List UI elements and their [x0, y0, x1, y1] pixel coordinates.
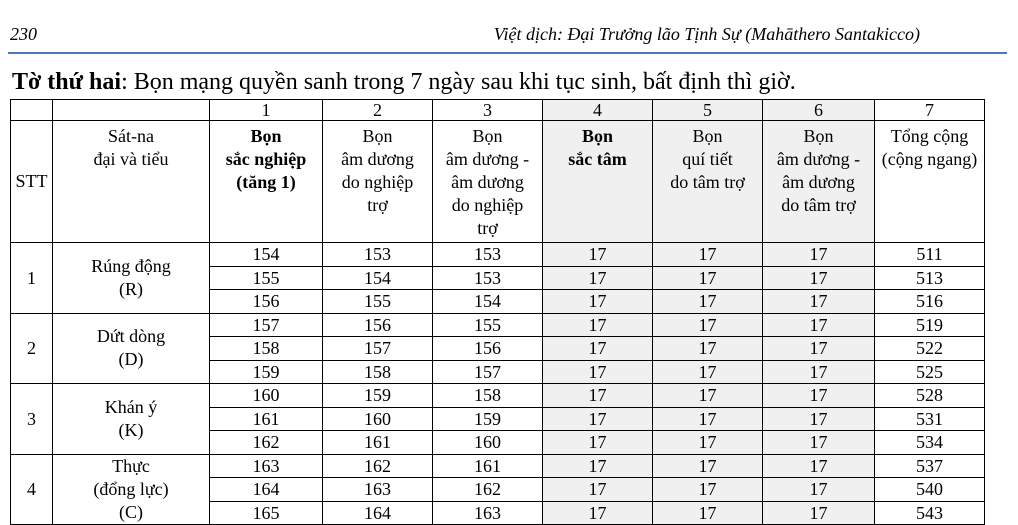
value-cell: 519 — [875, 313, 985, 337]
header-c3 — [433, 121, 543, 243]
value-cell: 17 — [763, 454, 875, 478]
header-line: Bọn — [362, 126, 393, 146]
value-cell: 162 — [323, 454, 433, 478]
value-cell: 17 — [653, 243, 763, 267]
value-cell: 163 — [323, 478, 433, 502]
page-header — [0, 0, 1018, 54]
group-name: Rúng động — [91, 255, 171, 276]
value-cell: 522 — [875, 337, 985, 361]
header-rule — [8, 52, 1007, 54]
table-row — [11, 313, 985, 337]
value-cell: 155 — [210, 266, 323, 290]
stt-cell: 2 — [11, 313, 53, 384]
value-cell: 159 — [433, 407, 543, 431]
value-cell: 156 — [433, 337, 543, 361]
value-cell: 525 — [875, 360, 985, 384]
value-cell: 157 — [433, 360, 543, 384]
value-cell: 17 — [653, 360, 763, 384]
header-c2 — [323, 121, 433, 243]
header-line: âm dương — [451, 172, 524, 192]
caption-text: : Bọn mạng quyền sanh trong 7 ngày sau khi tục sinh, bất định thì giờ. — [121, 69, 796, 95]
value-cell: 155 — [323, 290, 433, 314]
header-line: âm dương — [341, 149, 414, 169]
value-cell: 17 — [763, 243, 875, 267]
value-cell: 17 — [763, 290, 875, 314]
group-name-cell — [53, 454, 210, 525]
value-cell: 158 — [433, 384, 543, 408]
header-line: (cộng ngang) — [881, 149, 978, 169]
value-cell: 156 — [323, 313, 433, 337]
value-cell: 154 — [433, 290, 543, 314]
value-cell: 17 — [543, 431, 653, 455]
header-c6 — [763, 121, 875, 243]
header-line: do tâm trợ — [781, 195, 856, 215]
value-cell: 164 — [210, 478, 323, 502]
value-cell: 153 — [433, 243, 543, 267]
value-cell: 17 — [653, 454, 763, 478]
value-cell: 17 — [543, 501, 653, 525]
header-line: quí tiết — [682, 149, 733, 169]
table-row — [11, 243, 985, 267]
header-line: Bọn — [581, 126, 614, 146]
value-cell: 157 — [323, 337, 433, 361]
value-cell: 17 — [543, 454, 653, 478]
value-cell: 163 — [210, 454, 323, 478]
group-abbr: (R) — [119, 278, 143, 299]
value-cell: 162 — [210, 431, 323, 455]
col-number: 5 — [653, 100, 763, 121]
header-line: do nghiệp — [451, 195, 524, 215]
header-line: âm dương - — [776, 149, 861, 169]
table-row — [11, 384, 985, 408]
header-line: trợ — [367, 195, 388, 215]
col-number: 1 — [210, 100, 323, 121]
header-line: (tăng 1) — [236, 172, 296, 192]
value-cell: 160 — [323, 407, 433, 431]
value-cell: 154 — [210, 243, 323, 267]
value-cell: 513 — [875, 266, 985, 290]
header-line: Bọn — [250, 126, 282, 146]
value-cell: 17 — [763, 360, 875, 384]
header-line: sắc nghiệp — [225, 149, 307, 169]
value-cell: 17 — [543, 313, 653, 337]
value-cell: 17 — [543, 407, 653, 431]
header-c1 — [210, 121, 323, 243]
value-cell: 516 — [875, 290, 985, 314]
header-group — [53, 121, 210, 243]
value-cell: 164 — [323, 501, 433, 525]
table-row — [11, 454, 985, 478]
value-cell: 537 — [875, 454, 985, 478]
header-row — [11, 121, 985, 243]
value-cell: 162 — [433, 478, 543, 502]
header-line: sắc tâm — [568, 149, 627, 169]
value-cell: 531 — [875, 407, 985, 431]
stt-cell: 3 — [11, 384, 53, 455]
running-title: Việt dịch: Đại Trưởng lão Tịnh Sự (Mahāthero Santakicco) — [493, 24, 920, 44]
header-c7 — [875, 121, 985, 243]
group-name: Thực — [112, 455, 150, 476]
value-cell: 17 — [763, 478, 875, 502]
header-line: âm dương - — [445, 149, 530, 169]
data-table — [10, 99, 985, 525]
value-cell: 17 — [653, 337, 763, 361]
value-cell: 161 — [210, 407, 323, 431]
value-cell: 540 — [875, 478, 985, 502]
value-cell: 154 — [323, 266, 433, 290]
header-c5 — [653, 121, 763, 243]
value-cell: 17 — [543, 266, 653, 290]
value-cell: 17 — [543, 360, 653, 384]
value-cell: 17 — [653, 407, 763, 431]
group-abbr: (C) — [119, 501, 143, 522]
value-cell: 17 — [543, 384, 653, 408]
value-cell: 161 — [433, 454, 543, 478]
header-line: trợ — [477, 218, 498, 238]
value-cell: 160 — [210, 384, 323, 408]
value-cell: 17 — [763, 384, 875, 408]
group-name-cell — [53, 243, 210, 314]
value-cell: 17 — [543, 290, 653, 314]
header-line: đại và tiểu — [93, 149, 169, 169]
group-name: Dứt dòng — [96, 326, 166, 347]
value-cell: 17 — [653, 313, 763, 337]
col-number: 2 — [323, 100, 433, 121]
col-number: 3 — [433, 100, 543, 121]
value-cell: 17 — [763, 501, 875, 525]
caption-bold: Tờ thứ hai — [12, 69, 122, 95]
value-cell: 17 — [653, 478, 763, 502]
value-cell: 157 — [210, 313, 323, 337]
col-number: 4 — [543, 100, 653, 121]
value-cell: 17 — [653, 431, 763, 455]
group-abbr: (D) — [118, 349, 144, 370]
value-cell: 163 — [433, 501, 543, 525]
value-cell: 153 — [323, 243, 433, 267]
group-name-cell — [53, 313, 210, 384]
value-cell: 160 — [433, 431, 543, 455]
value-cell: 17 — [543, 243, 653, 267]
value-cell: 165 — [210, 501, 323, 525]
header-line: Bọn — [692, 126, 723, 146]
value-cell: 543 — [875, 501, 985, 525]
value-cell: 17 — [763, 431, 875, 455]
value-cell: 17 — [763, 266, 875, 290]
header-line: Bọn — [803, 126, 834, 146]
group-abbr: (K) — [118, 419, 144, 440]
value-cell: 528 — [875, 384, 985, 408]
column-number-row — [11, 100, 985, 121]
header-line: Sát-na — [108, 126, 154, 146]
value-cell: 159 — [323, 384, 433, 408]
header-stt: STT — [11, 121, 53, 243]
value-cell: 156 — [210, 290, 323, 314]
group-name-cell — [53, 384, 210, 455]
value-cell: 158 — [210, 337, 323, 361]
value-cell: 17 — [653, 266, 763, 290]
header-line: do nghiệp — [341, 172, 414, 192]
value-cell: 153 — [433, 266, 543, 290]
value-cell: 534 — [875, 431, 985, 455]
header-line: do tâm trợ — [670, 172, 745, 192]
value-cell: 17 — [763, 313, 875, 337]
value-cell: 17 — [653, 290, 763, 314]
value-cell: 17 — [653, 384, 763, 408]
header-line: Bọn — [472, 126, 503, 146]
header-line: âm dương — [782, 172, 855, 192]
header-line: Tổng cộng — [890, 126, 969, 146]
table-caption — [12, 68, 796, 96]
header-c4 — [543, 121, 653, 243]
value-cell: 158 — [323, 360, 433, 384]
value-cell: 17 — [763, 337, 875, 361]
group-name: (đổng lực) — [93, 478, 169, 499]
col-number: 7 — [875, 100, 985, 121]
value-cell: 511 — [875, 243, 985, 267]
value-cell: 155 — [433, 313, 543, 337]
value-cell: 159 — [210, 360, 323, 384]
value-cell: 17 — [543, 337, 653, 361]
value-cell: 17 — [763, 407, 875, 431]
stt-cell: 1 — [11, 243, 53, 314]
col-number: 6 — [763, 100, 875, 121]
value-cell: 17 — [653, 501, 763, 525]
page-number: 230 — [10, 24, 37, 44]
value-cell: 17 — [543, 478, 653, 502]
value-cell: 161 — [323, 431, 433, 455]
stt-cell: 4 — [11, 454, 53, 525]
group-name: Khán ý — [104, 396, 158, 417]
